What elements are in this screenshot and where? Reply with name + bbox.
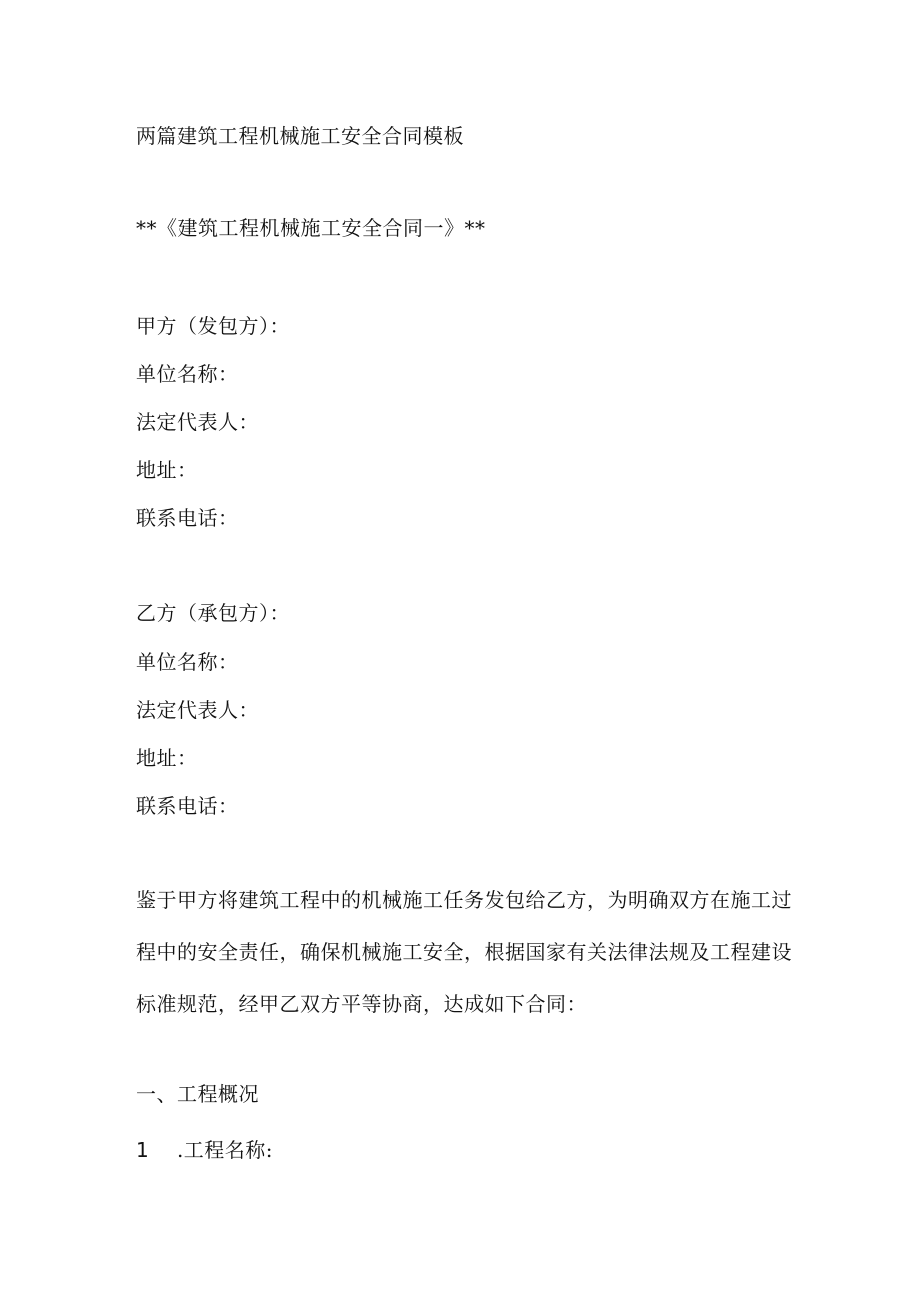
party-a-phone: 联系电话： [136, 506, 239, 530]
party-a-label: 甲方（发包方）： [136, 314, 290, 338]
party-b-unit-name: 单位名称： [136, 650, 239, 674]
party-b-legal-rep: 法定代表人： [136, 698, 259, 722]
document-title: 两篇建筑工程机械施工安全合同模板 [136, 124, 464, 148]
section-1-item-1 [136, 1138, 273, 1162]
party-b-address: 地址： [136, 746, 198, 770]
preamble-line-2: 程中的安全责任，确保机械施工安全，根据国家有关法律法规及工程建设 [136, 940, 792, 964]
party-a-legal-rep: 法定代表人： [136, 410, 259, 434]
party-a-address: 地址： [136, 458, 198, 482]
preamble-paragraph [136, 874, 792, 1030]
preamble-line-1: 鉴于甲方将建筑工程中的机械施工任务发包给乙方，为明确双方在施工过 [136, 888, 792, 912]
party-b-label: 乙方（承包方）： [136, 601, 290, 625]
party-b-phone: 联系电话： [136, 794, 239, 818]
contract-heading: **《建筑工程机械施工安全合同一》** [136, 216, 486, 240]
party-a-unit-name: 单位名称： [136, 362, 239, 386]
item-number: 1 [136, 1138, 150, 1162]
section-1-heading: 一、工程概况 [136, 1082, 259, 1106]
preamble-line-3: 标准规范，经甲乙双方平等协商，达成如下合同： [136, 992, 587, 1016]
item-text: .工程名称: [176, 1138, 274, 1162]
